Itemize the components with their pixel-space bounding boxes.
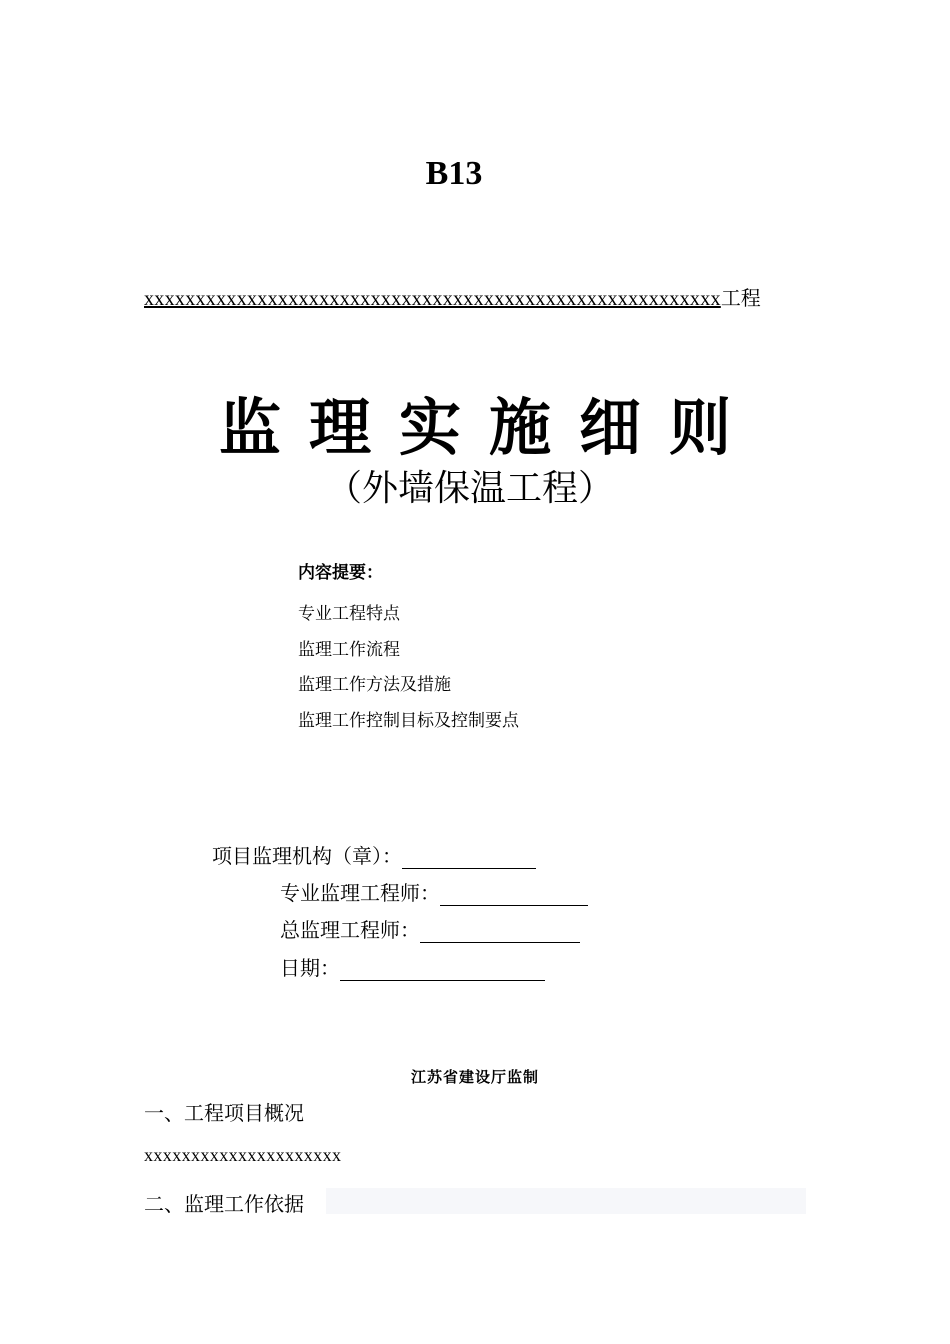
signature-org — [212, 840, 536, 869]
project-suffix: 工程 — [720, 286, 761, 310]
section-heading: 二、监理工作依据 — [144, 1192, 304, 1216]
signature-org-blank — [402, 846, 536, 869]
signature-date — [280, 952, 545, 981]
signature-date-label: 日期： — [280, 956, 340, 980]
highlight-band — [326, 1188, 806, 1214]
document-title: 监理实施细则 — [218, 391, 759, 464]
summary-item: 专业工程特点 — [298, 604, 400, 624]
issuer-note: 江苏省建设厅监制 — [410, 1068, 539, 1086]
section-heading: 一、工程项目概况 — [144, 1101, 304, 1125]
summary-item: 监理工作流程 — [298, 639, 400, 660]
signature-chief-blank — [420, 920, 580, 943]
signature-org-label: 项目监理机构（章）： — [212, 844, 402, 868]
signature-engineer — [280, 877, 588, 906]
signature-engineer-blank — [440, 883, 588, 906]
document-subtitle: （外墙保温工程） — [325, 468, 614, 509]
project-name-placeholder: xxxxxxxxxxxxxxxxxxxxxxxxxxxxxxxxxxxxxxxxxxxxxxxxxxxxxxxx — [144, 288, 721, 310]
summary-item: 监理工作控制目标及控制要点 — [298, 710, 519, 731]
summary-heading: 内容提要： — [298, 563, 383, 583]
signature-chief — [280, 914, 580, 943]
summary-item: 监理工作方法及措施 — [298, 675, 451, 695]
section-body: xxxxxxxxxxxxxxxxxxxxx — [144, 1145, 342, 1165]
signature-engineer-label: 专业监理工程师： — [280, 881, 440, 905]
document-code: B13 — [425, 155, 483, 192]
project-name-line — [144, 282, 761, 311]
content-summary — [298, 558, 519, 739]
signature-chief-label: 总监理工程师： — [280, 918, 420, 942]
signature-date-blank — [340, 958, 545, 981]
